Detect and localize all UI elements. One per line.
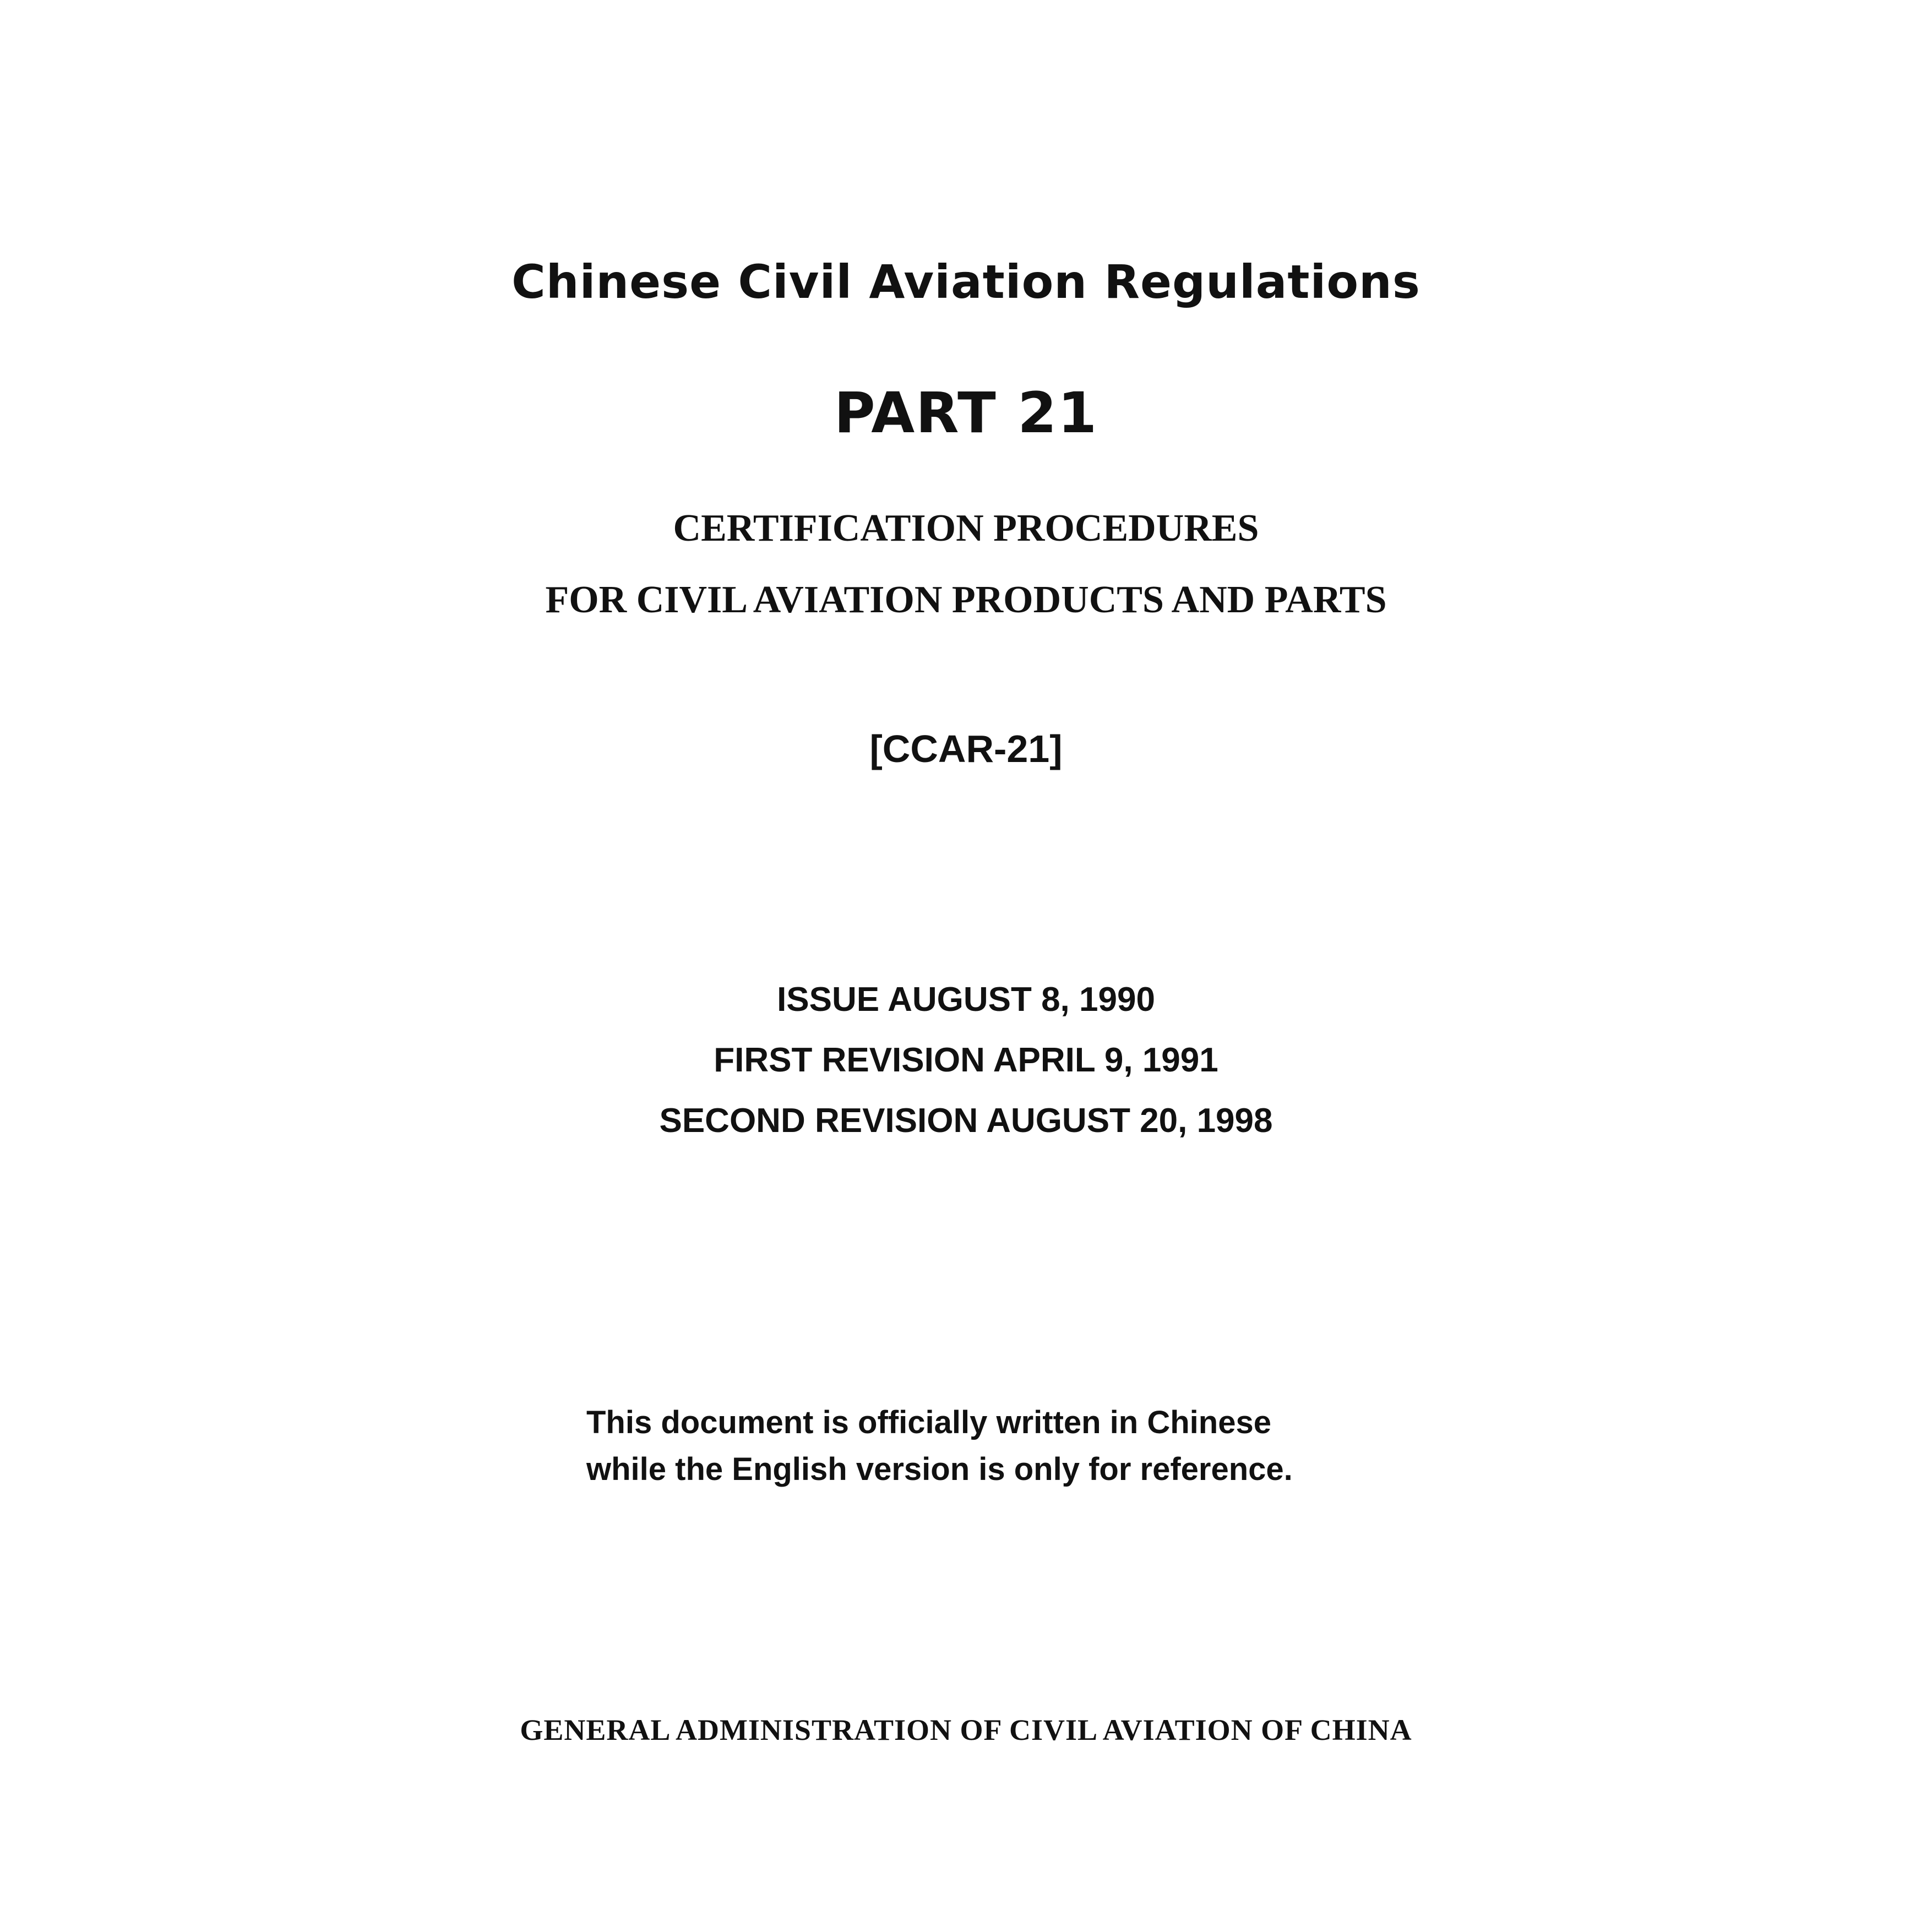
part-number: PART 21 [834, 380, 1098, 446]
issuing-authority: GENERAL ADMINISTRATION OF CIVIL AVIATION OF CHINA [520, 1713, 1412, 1746]
revision-second: SECOND REVISION AUGUST 20, 1998 [659, 1102, 1273, 1140]
document-title: Chinese Civil Aviation Regulations [511, 255, 1421, 309]
language-note-line-1: This document is officially written in Chinese [586, 1405, 1271, 1440]
subtitle-line-2: FOR CIVIL AVIATION PRODUCTS AND PARTS [545, 579, 1387, 621]
regulation-code: [CCAR-21] [869, 727, 1063, 770]
language-note-line-2: while the English version is only for reference. [586, 1451, 1293, 1487]
revision-first: FIRST REVISION APRIL 9, 1991 [714, 1041, 1218, 1079]
subtitle-line-1: CERTIFICATION PROCEDURES [673, 507, 1259, 549]
revision-issue: ISSUE AUGUST 8, 1990 [777, 981, 1155, 1019]
